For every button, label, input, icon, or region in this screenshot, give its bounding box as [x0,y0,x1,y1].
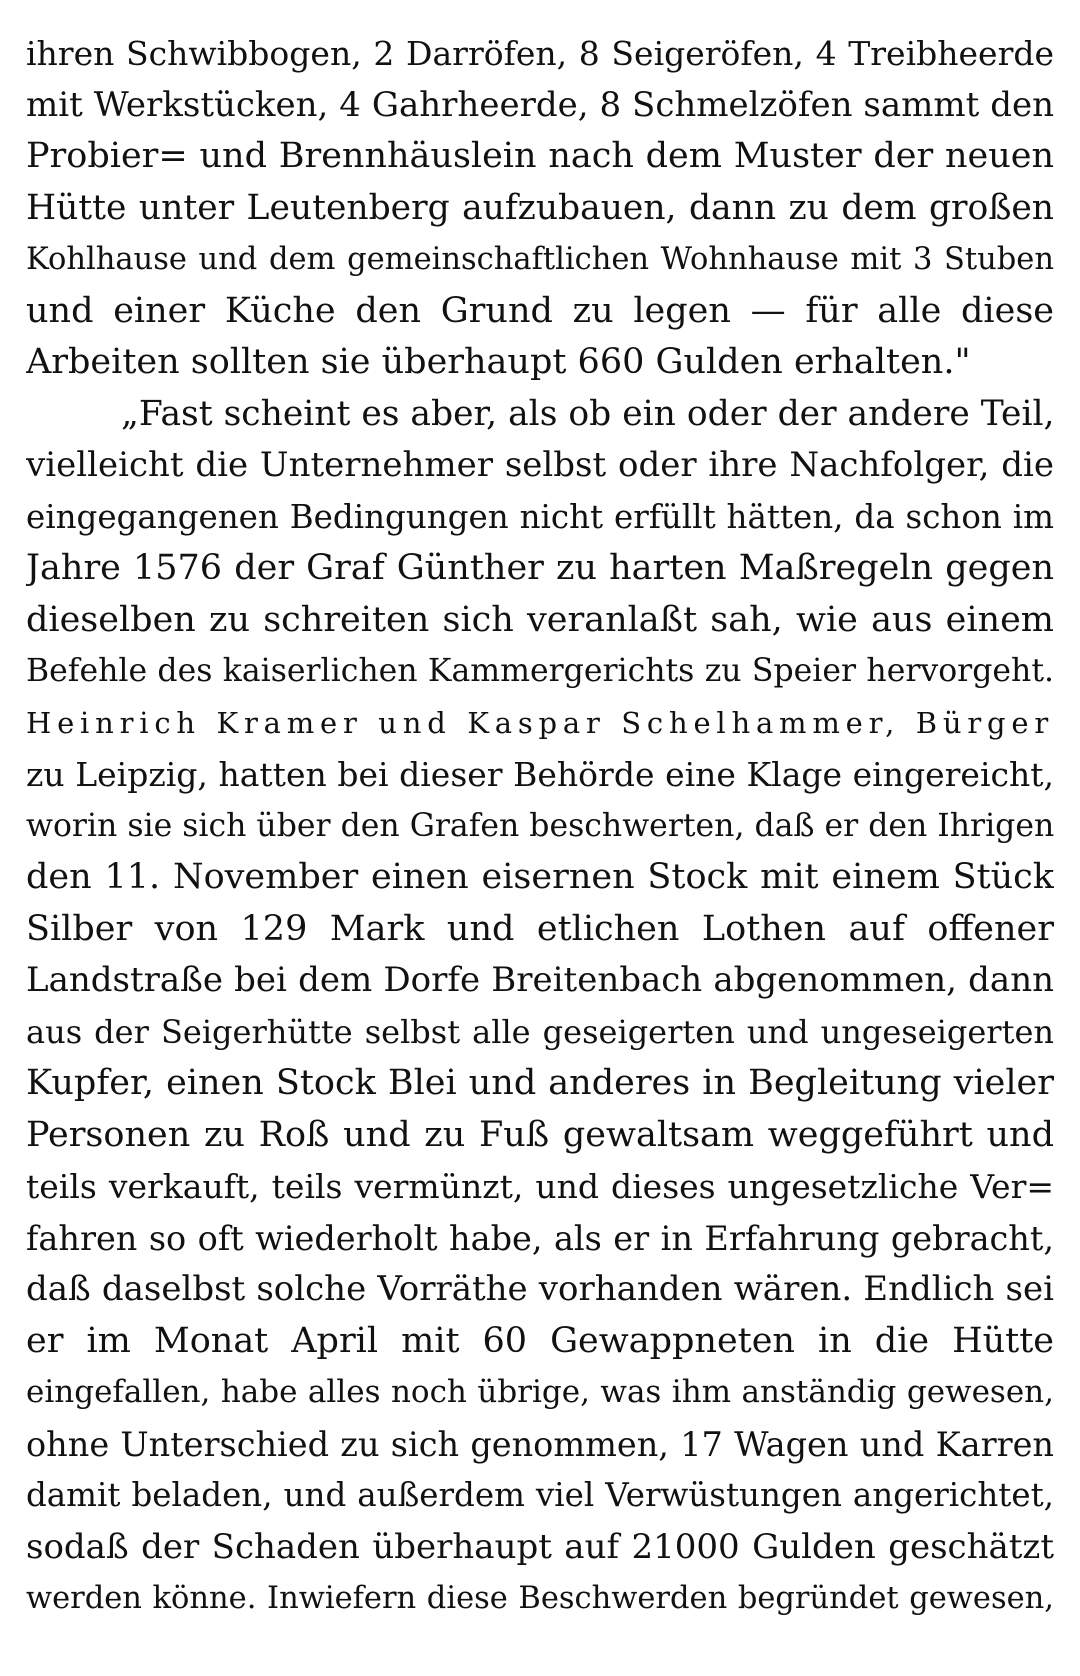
text-line: Jahre 1576 der Graf Günther zu harten Maßregeln gegen [26,543,1054,595]
text-line: sodaß der Schaden überhaupt auf 21000 Gulden geschätzt [26,1522,1054,1574]
text-line: werden könne. Inwiefern diese Beschwerden begründet gewesen, [26,1573,1054,1625]
text-line: eingegangenen Bedingungen nicht erfüllt hätten, da schon im [26,492,1054,544]
text-line: zu Leipzig, hatten bei dieser Behörde eine Klage eingereicht, [26,749,1054,801]
text-line: und einer Küche den Grund zu legen — für alle diese [26,286,1054,338]
text-line: Silber von 129 Mark und etlichen Lothen auf offener [26,904,1054,956]
paragraph-1 [26,28,1054,389]
text-line: Befehle des kaiserlichen Kammergerichts zu Speier hervorgeht. [26,646,1054,698]
text-line [26,1625,1054,1676]
text-line: vielleicht die Unternehmer selbst oder ihre Nachfolger, die [26,440,1054,492]
text-line: er im Monat April mit 60 Gewappneten in die Hütte [26,1316,1054,1368]
text-line: Kohlhause und dem gemeinschaftlichen Wohnhause mit 3 Stuben [26,234,1054,286]
text-line: Landstraße bei dem Dorfe Breitenbach abgenommen, dann [26,955,1054,1007]
text-line: dieselben zu schreiten sich veranlaßt sah, wie aus einem [26,595,1054,647]
text-line: damit beladen, und außerdem viel Verwüstungen angerichtet, [26,1470,1054,1522]
text-line: mit Werkstücken, 4 Gahrheerde, 8 Schmelzöfen sammt den [26,80,1054,132]
text-line: aus der Seigerhütte selbst alle geseigerten und ungeseigerten [26,1007,1054,1059]
text-line: teils verkauft, teils vermünzt, und dieses ungesetzliche Ver= [26,1161,1054,1213]
text-line: eingefallen, habe alles noch übrige, was ihm anständig gewesen, [26,1367,1054,1419]
text-line: ohne Unterschied zu sich genommen, 17 Wagen und Karren [26,1419,1054,1471]
text-line: Kupfer, einen Stock Blei und anderes in Begleitung vieler [26,1058,1054,1110]
text-line: daß daselbst solche Vorräthe vorhanden wären. Endlich sei [26,1264,1054,1316]
text-line: Heinrich Kramer und Kaspar Schelhammer, Bürger [26,698,1054,750]
text-line: Personen zu Roß und zu Fuß gewaltsam weggeführt und [26,1110,1054,1162]
text-line: Arbeiten sollten sie überhaupt 660 Gulden erhalten." [26,337,1054,389]
text-line: den 11. November einen eisernen Stock mit einem Stück [26,852,1054,904]
text-line: worin sie sich über den Grafen beschwerten, daß er den Ihrigen [26,801,1054,853]
text-line: Probier= und Brennhäuslein nach dem Muster der neuen [26,131,1054,183]
text-line: ihren Schwibbogen, 2 Darröfen, 8 Seigeröfen, 4 Treibheerde [26,28,1054,80]
text-line: fahren so oft wiederholt habe, als er in Erfahrung gebracht, [26,1213,1054,1265]
text-line: „Fast scheint es aber, als ob ein oder der andere Teil, [26,389,1054,441]
text-line: Hütte unter Leutenberg aufzubauen, dann zu dem großen [26,183,1054,235]
paragraph-2 [26,389,1054,1676]
